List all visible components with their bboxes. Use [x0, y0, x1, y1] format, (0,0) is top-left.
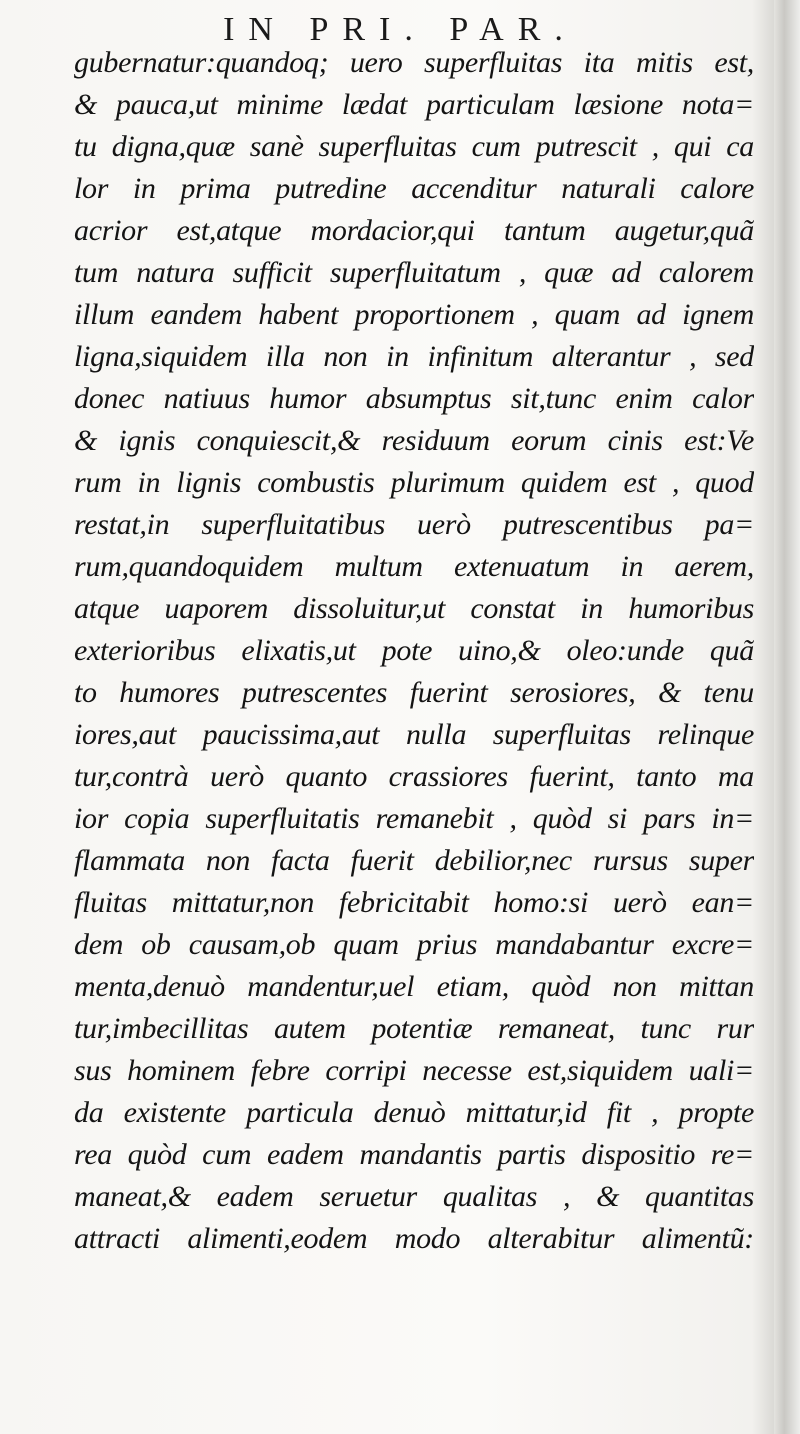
- text-line: iores,aut paucissima,aut nulla superfluitas relinque: [74, 718, 754, 751]
- text-line: tur,imbecillitas autem potentiæ remaneat, tunc rur: [74, 1012, 754, 1045]
- text-line: sus hominem febre corripi necesse est,siquidem uali=: [74, 1054, 754, 1087]
- text-line: & ignis conquiescit,& residuum eorum cinis est:Ve: [74, 424, 754, 457]
- text-line: da existente particula denuò mittatur,id fit , propte: [74, 1096, 754, 1129]
- text-line: dem ob causam,ob quam prius mandabantur excre=: [74, 928, 754, 961]
- text-line: illum eandem habent proportionem , quam ad ignem: [74, 298, 754, 331]
- text-line: gubernatur:quandoq; uero superfluitas ita mitis est,: [74, 46, 754, 79]
- text-line: to humores putrescentes fuerint serosiores, & tenu: [74, 676, 754, 709]
- text-line: acrior est,atque mordacior,qui tantum augetur,quã: [74, 214, 754, 247]
- body-text: [74, 42, 754, 1260]
- text-line: rum,quandoquidem multum extenuatum in aerem,: [74, 550, 754, 583]
- text-line: maneat,& eadem seruetur qualitas , & quantitas: [74, 1180, 754, 1213]
- text-line: lor in prima putredine accenditur naturali calore: [74, 172, 754, 205]
- text-line: ligna,siquidem illa non in infinitum alterantur , sed: [74, 340, 754, 373]
- text-line: menta,denuò mandentur,uel etiam, quòd non mittan: [74, 970, 754, 1003]
- text-line: & pauca,ut minime lædat particulam læsione nota=: [74, 88, 754, 121]
- text-line: attracti alimenti,eodem modo alterabitur alimentũ:: [74, 1222, 754, 1255]
- text-line: rum in lignis combustis plurimum quidem est , quod: [74, 466, 754, 499]
- text-line: tu digna,quæ sanè superfluitas cum putrescit , qui ca: [74, 130, 754, 163]
- text-line: rea quòd cum eadem mandantis partis dispositio re=: [74, 1138, 754, 1171]
- text-line: ior copia superfluitatis remanebit , quòd si pars in=: [74, 802, 754, 835]
- page-gutter-shadow: [774, 0, 800, 1434]
- text-line: donec natiuus humor absumptus sit,tunc enim calor: [74, 382, 754, 415]
- text-line: flammata non facta fuerit debilior,nec rursus super: [74, 844, 754, 877]
- text-line: exterioribus elixatis,ut pote uino,& oleo:unde quã: [74, 634, 754, 667]
- text-line: tum natura sufficit superfluitatum , quæ ad calorem: [74, 256, 754, 289]
- running-head: IN PRI. PAR.: [223, 11, 577, 48]
- text-line: tur,contrà uerò quanto crassiores fuerint, tanto ma: [74, 760, 754, 793]
- text-line: restat,in superfluitatibus uerò putrescentibus pa=: [74, 508, 754, 541]
- text-line: fluitas mittatur,non febricitabit homo:si uerò ean=: [74, 886, 754, 919]
- text-line: atque uaporem dissoluitur,ut constat in humoribus: [74, 592, 754, 625]
